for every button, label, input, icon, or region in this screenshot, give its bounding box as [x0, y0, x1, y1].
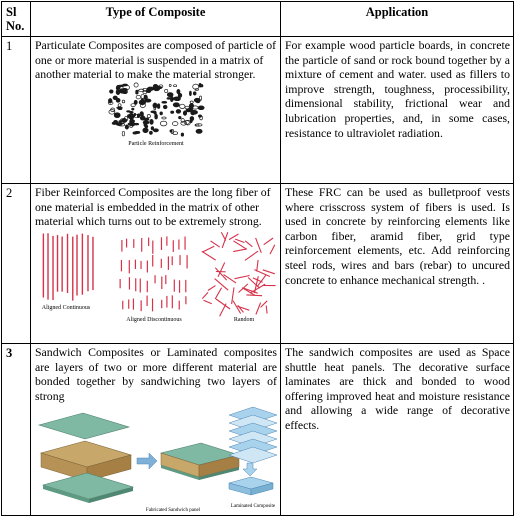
fiber: [229, 234, 239, 240]
type-text: Particulate Composites are composed of particle of one or more material is suspended in a matrix of another material to make the material stronger.: [35, 38, 277, 82]
fiber: [233, 249, 247, 252]
particle: [150, 111, 155, 113]
particle: [108, 109, 114, 114]
laminate-layers-illustration: [229, 407, 277, 463]
caption-laminated-composite: Laminated Composite: [230, 504, 275, 510]
particle-reinforcement-figure: [106, 82, 206, 148]
particle: [161, 101, 166, 103]
particle: [142, 128, 147, 133]
particle: [139, 111, 143, 116]
table-row: [2, 344, 514, 516]
particle: [135, 91, 138, 94]
fiber: [255, 238, 261, 253]
row-number: 2: [2, 184, 31, 344]
particle: [136, 95, 141, 99]
down-arrow-icon: [243, 463, 257, 476]
particle: [127, 114, 130, 117]
particle: [134, 83, 138, 87]
type-text: Fiber Reinforced Composites are the long fiber of one material is embedded in the matrix of other material which turns out to be extremely strong.: [35, 185, 271, 229]
fiber: [201, 251, 215, 260]
sandwich-panel-illustration: [39, 413, 133, 503]
particle: [196, 129, 202, 133]
particle: [159, 112, 162, 115]
particle: [190, 101, 193, 103]
table-row: [2, 184, 514, 344]
particle: [173, 102, 179, 106]
particle-caption: Particle Reinforcement: [127, 140, 184, 147]
particle: [129, 119, 134, 122]
particle: [128, 123, 133, 125]
particle: [108, 98, 112, 103]
particle: [151, 126, 154, 129]
application-cell: [281, 344, 514, 516]
particle: [109, 90, 113, 93]
particle: [144, 95, 147, 100]
caption-random: Random: [233, 316, 254, 323]
fiber: [233, 241, 246, 250]
particle: [112, 122, 116, 124]
particle: [157, 103, 160, 108]
particle: [118, 85, 124, 87]
particle: [170, 111, 173, 113]
composites-table: [1, 1, 514, 516]
row-number: 3: [2, 344, 31, 516]
particle: [167, 92, 173, 96]
particle: [118, 103, 121, 106]
particle-dots: [108, 83, 204, 136]
particle: [198, 106, 204, 110]
particle: [113, 96, 117, 100]
arrow-icon: [137, 453, 157, 469]
table-header-row: [2, 2, 514, 37]
fiber: [219, 303, 226, 316]
particle: [176, 109, 181, 113]
header-application: Application: [281, 2, 514, 37]
particle: [146, 88, 151, 92]
header-sl-line1: Sl: [6, 5, 17, 19]
fiber: [255, 302, 260, 314]
particle: [134, 100, 137, 104]
fiber: [203, 300, 211, 304]
particle: [149, 119, 153, 124]
particle: [189, 103, 193, 107]
particle: [178, 116, 181, 118]
fiber: [254, 269, 269, 276]
particle: [149, 131, 152, 134]
aligned-continuous-fibers: [43, 233, 93, 300]
particle: [125, 125, 128, 129]
particle: [189, 91, 191, 96]
fiber: [210, 241, 219, 247]
fiber: [207, 285, 215, 290]
application-cell: [281, 184, 514, 344]
particle: [185, 108, 191, 111]
fiber: [266, 305, 267, 313]
application-text: For example wood particle boards, in concrete the particle of sand or rock bound together by a mixture of cement and water. used as fillers to improve strength, toughness, processibility, dimensional stability, frictional wear and lubrication properties, and, in some cases, resistance to ultraviolet radiation.: [285, 38, 510, 140]
fiber: [237, 305, 243, 312]
particle: [181, 133, 184, 136]
fiber: [215, 287, 221, 298]
particle: [164, 89, 167, 92]
type-text: Sandwich Composites or Laminated composites are layers of two or more different material are bonded together by sandwiching two layers of strong: [35, 345, 277, 403]
fiber: [270, 244, 275, 253]
caption-fabricated-sandwich: Fabricated Sandwich panel: [145, 508, 200, 514]
sandwich-laminate-figure: [33, 403, 279, 515]
particle: [160, 121, 167, 126]
fiber: [244, 251, 257, 260]
particle: [172, 121, 178, 125]
particle: [147, 114, 150, 117]
particle: [126, 110, 130, 112]
fiber: [202, 246, 214, 252]
particle: [190, 116, 194, 120]
application-cell: [281, 37, 514, 184]
laminated-block-illustration: [229, 477, 273, 495]
fabricated-panel-illustration: [161, 443, 239, 480]
table-row: [2, 37, 514, 184]
application-text: These FRC can be used as bulletproof vests where crisscross system of fibers is used. Is used in concrete by reinforcing elements like carbon fiber, aramid fiber, grid type reinforcement elements, etc. Add reinforcing steel rods, wires and bars (rebar) to uncured concrete to enhance mechanical strength. .: [285, 185, 510, 287]
particle: [173, 84, 176, 86]
fiber: [262, 270, 274, 274]
particle: [193, 91, 196, 94]
fiber: [256, 260, 257, 272]
fiber: [234, 275, 249, 278]
fiber: [202, 292, 208, 298]
row-number: 1: [2, 37, 31, 184]
header-type: Type of Composite: [31, 2, 281, 37]
particle: [169, 84, 171, 86]
caption-aligned-discontinuous: Aligned Discontinuous: [125, 316, 182, 323]
fiber: [235, 239, 244, 242]
particle: [114, 112, 120, 117]
particle: [153, 84, 158, 88]
particle: [166, 97, 170, 99]
particle: [173, 97, 180, 100]
random-fibers: [201, 232, 275, 316]
particle: [131, 108, 133, 110]
particle: [116, 107, 122, 109]
fiber: [245, 241, 252, 247]
fiber: [216, 299, 230, 309]
fiber: [263, 238, 272, 245]
particle: [198, 83, 200, 87]
particle: [163, 105, 167, 109]
particle: [115, 122, 121, 125]
fiber-reinforcement-figure: [36, 229, 276, 325]
type-cell: [31, 184, 281, 344]
particle: [153, 128, 158, 131]
particle: [122, 100, 125, 103]
particle: [122, 131, 124, 136]
header-sl-line2: No.: [6, 19, 25, 33]
particle: [198, 115, 201, 117]
aligned-discontinuous-fibers: [120, 236, 187, 311]
particle: [143, 122, 146, 126]
application-text: The sandwich composites are used as Space shuttle heat panels. The decorative surface laminates are thick and bonded to wood offering improved heat and moisture resistance and allowing a wide range of decorative effects.: [285, 345, 510, 432]
particle: [154, 114, 157, 119]
particle: [132, 132, 136, 134]
type-cell: [31, 37, 281, 184]
particle: [179, 104, 184, 108]
particle: [161, 117, 165, 119]
header-sl-no: [2, 2, 31, 37]
particle: [152, 103, 156, 108]
caption-aligned-continuous: Aligned Continuous: [41, 304, 90, 311]
type-cell: [31, 344, 281, 516]
